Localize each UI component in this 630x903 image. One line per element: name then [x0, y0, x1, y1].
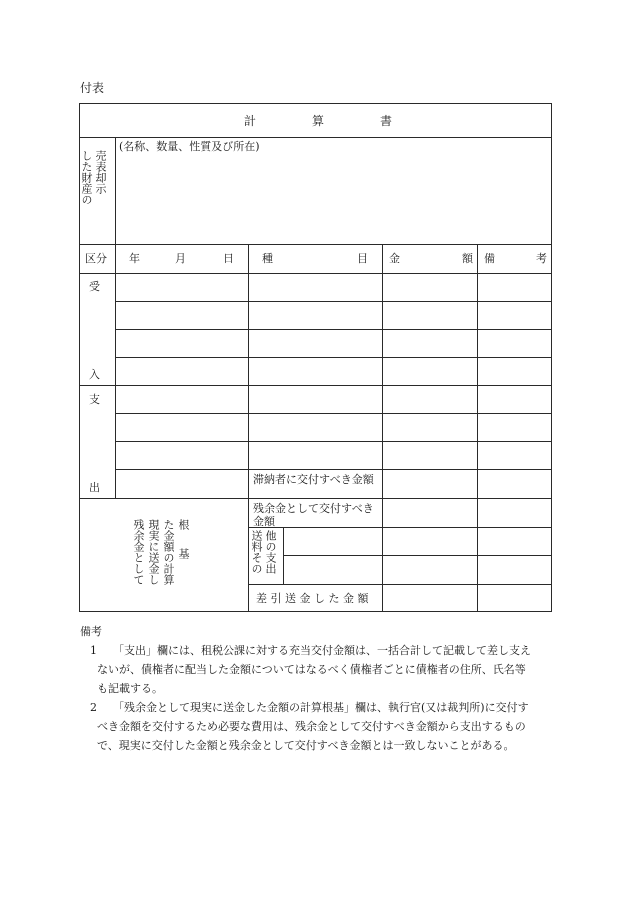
- row-divider: [283, 555, 552, 556]
- property-label-col1: 売表却示: [94, 150, 107, 194]
- col-header-day: 日: [223, 252, 234, 265]
- col-divider: [283, 527, 284, 584]
- to-delinquent-label: 滞納者に交付すべき金額: [253, 473, 374, 486]
- col-divider: [477, 244, 478, 612]
- page-label: 付表: [80, 81, 105, 95]
- row-divider: [115, 441, 552, 442]
- row-divider: [79, 273, 552, 274]
- col-header-year: 年: [129, 252, 140, 265]
- row-divider: [248, 584, 552, 585]
- title-char-3: 書: [380, 114, 393, 128]
- row-divider: [115, 301, 552, 302]
- col-header-item-b: 目: [357, 252, 368, 265]
- col-divider: [115, 137, 116, 498]
- row-divider: [115, 329, 552, 330]
- col-header-amount-a: 金: [389, 252, 400, 265]
- basis-col-4: 残余金として: [132, 519, 145, 585]
- note-1-line-2: ないが、債権者に配当した金額についてはなるべく債権者ごとに債権者の住所、氏名等: [97, 663, 526, 676]
- basis-col-3: 現実に送金し: [147, 519, 160, 585]
- basis-col-2: た金額の計算: [162, 519, 175, 585]
- note-1-number: 1: [90, 644, 97, 657]
- note-2-line-3: で、現実に交付した金額と残余金として交付すべき金額とは一致しないことがある。: [97, 739, 515, 752]
- property-label-col2: した財産の: [80, 150, 93, 205]
- row-divider: [115, 413, 552, 414]
- payments-label-bottom: 出: [89, 481, 100, 494]
- col-header-remarks-a: 備: [484, 252, 495, 265]
- receipts-label-top: 受: [89, 280, 100, 293]
- title-char-2: 算: [312, 114, 325, 128]
- to-surplus-label: 残余金として交付すべき金額: [253, 502, 374, 528]
- col-header-remarks-b: 考: [536, 252, 547, 265]
- basis-col-1b: 基: [177, 548, 190, 559]
- col-divider: [248, 244, 249, 612]
- title-char-1: 計: [244, 114, 257, 128]
- receipts-label-bottom: 入: [89, 368, 100, 381]
- row-divider: [115, 357, 552, 358]
- col-header-month: 月: [175, 252, 186, 265]
- payments-label-top: 支: [89, 393, 100, 406]
- row-divider: [79, 137, 552, 138]
- note-2-number: 2: [90, 701, 97, 714]
- note-2-line-2: べき金額を交付するため必要な費用は、残余金として交付すべき金額から支出するもの: [97, 720, 526, 733]
- notes-heading: 備考: [80, 625, 102, 638]
- other-costs-col-2: 送料その: [250, 530, 263, 574]
- col-divider: [382, 244, 383, 612]
- property-note: (名称、数量、性質及び所在): [119, 140, 260, 153]
- net-remittance-label: 差 引 送 金 し た 金 額: [256, 592, 369, 605]
- row-divider: [79, 498, 552, 499]
- col-header-kubun: 区分: [85, 252, 107, 265]
- row-divider: [79, 244, 552, 245]
- note-1-line-3: も記載する。: [97, 682, 163, 695]
- basis-col-1: 根: [177, 519, 190, 530]
- row-divider: [115, 469, 552, 470]
- col-header-amount-b: 額: [462, 252, 473, 265]
- row-divider: [79, 385, 552, 386]
- other-costs-col-1: 他の支出: [264, 530, 277, 574]
- note-1-line-1: 「支出」欄には、租税公課に対する充当交付金額は、一括合計して記載して差し支え: [113, 644, 531, 657]
- col-header-item-a: 種: [262, 252, 273, 265]
- note-2-line-1: 「残余金として現実に送金した金額の計算根基」欄は、執行官(又は裁判所)に交付す: [113, 701, 529, 714]
